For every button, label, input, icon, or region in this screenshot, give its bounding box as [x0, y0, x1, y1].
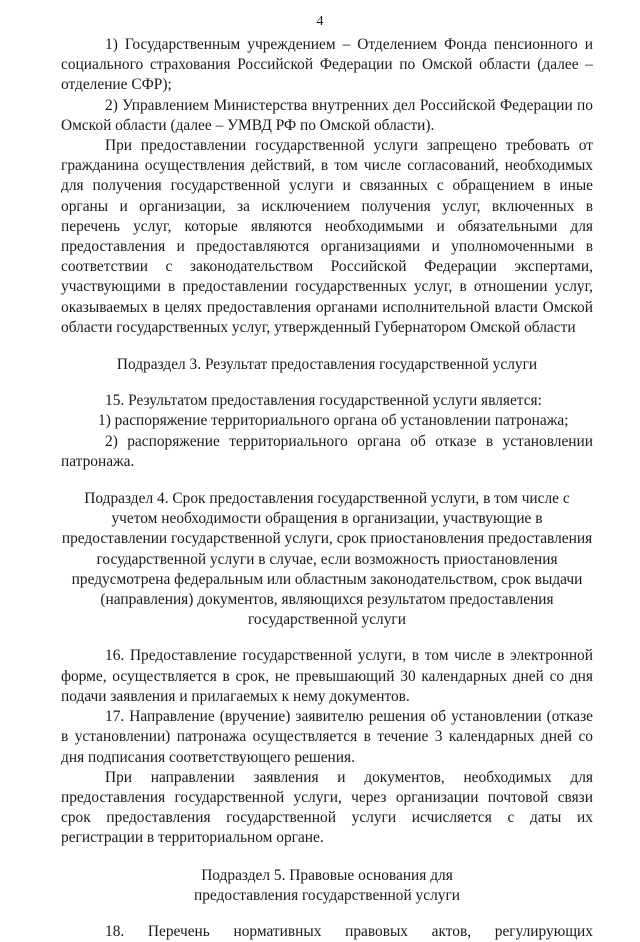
document-body	[61, 35, 593, 942]
paragraph-18: 18. Перечень нормативных правовых актов, регулирующих	[105, 922, 593, 940]
paragraph-16: 16. Предоставление государственной услуги, в том числе в электронной форме, осуществляется в срок, не превышающий 30 календарных дней со дня подачи заявления и прилагаемых к нему документов.	[61, 647, 593, 705]
page-number: 4	[316, 14, 324, 29]
paragraph-17: 17. Направление (вручение) заявителю решения об установлении (отказе в установлении) патронажа осуществляется в течение 3 календарных дней со дня подписания соответствующего решения.	[61, 708, 593, 766]
paragraph-prohibition: При предоставлении государственной услуги запрещено требовать от гражданина осуществления действий, в том числе согласований, необходимых для получения государственной услуги и связанных с обращением в иные органы и организации, за исключением получения услуг, включенных в перечень услуг, которые являются необходимыми и обязательными для предоставления и предоставляются организациями и уполномоченными в соответствии с законодательством Российской Федерации экспертами, участвующими в предоставлении государственных услуг, в отношении услуг, оказываемых в целях предоставления органами исполнительной власти Омской области государственных услуг, утвержденный Губернатором Омской области	[61, 137, 593, 336]
paragraph-17-postal: При направлении заявления и документов, необходимых для предоставления государственной услуги, через организации почтовой связи срок предоставления государственной услуги исчисляется с даты их регистрации в территориальном органе.	[61, 768, 593, 847]
paragraph-15-item-1: 1) распоряжение территориального органа об установлении патронажа;	[98, 412, 569, 430]
subsection-4-heading: Подраздел 4. Срок предоставления государственной услуги, в том числе с учетом необходимости обращения в организации, участвующие в предоставлении государственной услуги, срок приостановления предоставления государственной услуги в случае, если возможность приостановления предусмотрена федеральным или областным законодательством, срок выдачи (направления) документов, являющихся результатом предоставления государственной услуги	[61, 490, 593, 629]
subsection-5-heading: Подраздел 5. Правовые основания для предоставления государственной услуги	[193, 866, 460, 904]
subsection-3-heading: Подраздел 3. Результат предоставления государственной услуги	[116, 356, 538, 374]
paragraph-item-1: 1) Государственным учреждением – Отделением Фонда пенсионного и социального страхования Российской Федерации по Омской области (далее – отделение СФР);	[61, 36, 593, 94]
paragraph-item-2: 2) Управлением Министерства внутренних дел Российской Федерации по Омской области (далее – УМВД РФ по Омской области).	[61, 96, 593, 134]
paragraph-15: 15. Результатом предоставления государственной услуги является:	[105, 392, 542, 410]
paragraph-15-item-2: 2) распоряжение территориального органа об отказе в установлении патронажа.	[61, 432, 593, 470]
